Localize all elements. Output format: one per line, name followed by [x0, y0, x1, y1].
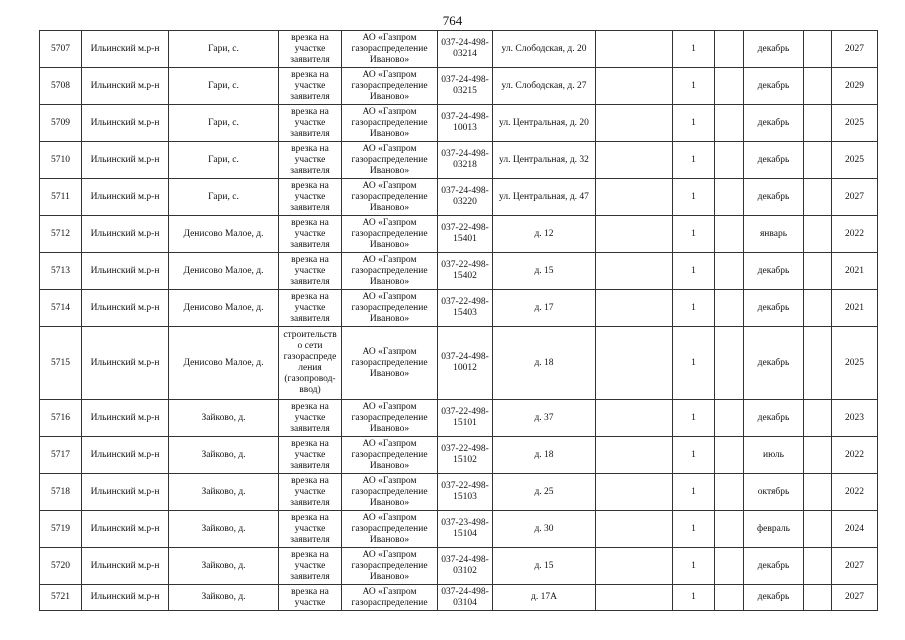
empty-cell: [596, 548, 673, 585]
empty-cell: [804, 474, 832, 511]
empty-cell: [804, 327, 832, 400]
locality-cell: Денисово Малое, д.: [169, 216, 279, 253]
empty-cell: [715, 290, 744, 327]
row-number-cell: 5718: [40, 474, 82, 511]
district-cell: Ильинский м.р-н: [82, 68, 169, 105]
year-cell: 2021: [832, 290, 878, 327]
empty-cell: [804, 142, 832, 179]
row-number-cell: 5711: [40, 179, 82, 216]
empty-cell: [596, 105, 673, 142]
row-number-cell: 5712: [40, 216, 82, 253]
empty-cell: [596, 142, 673, 179]
year-cell: 2029: [832, 68, 878, 105]
row-number-cell: 5707: [40, 31, 82, 68]
month-cell: декабрь: [744, 585, 804, 611]
table-row: [40, 68, 878, 105]
address-cell: д. 18: [493, 437, 596, 474]
empty-cell: [596, 400, 673, 437]
empty-cell: [804, 290, 832, 327]
district-cell: Ильинский м.р-н: [82, 400, 169, 437]
quantity-cell: 1: [673, 585, 715, 611]
work-type-cell: врезка на участке заявителя: [279, 105, 342, 142]
work-type-cell: врезка на участке заявителя: [279, 511, 342, 548]
empty-cell: [596, 68, 673, 105]
address-cell: д. 17: [493, 290, 596, 327]
empty-cell: [715, 253, 744, 290]
address-cell: ул. Центральная, д. 47: [493, 179, 596, 216]
table-row: [40, 474, 878, 511]
work-type-cell: врезка на участке: [279, 585, 342, 611]
empty-cell: [804, 437, 832, 474]
quantity-cell: 1: [673, 474, 715, 511]
locality-cell: Зайково, д.: [169, 511, 279, 548]
year-cell: 2021: [832, 253, 878, 290]
locality-cell: Зайково, д.: [169, 437, 279, 474]
object-code-cell: 037-24-498-03214: [438, 31, 493, 68]
address-cell: ул. Центральная, д. 32: [493, 142, 596, 179]
empty-cell: [715, 548, 744, 585]
registry-rows: [40, 31, 878, 611]
organization-cell: АО «Газпром газораспределение Иваново»: [342, 548, 438, 585]
year-cell: 2022: [832, 474, 878, 511]
month-cell: декабрь: [744, 31, 804, 68]
organization-cell: АО «Газпром газораспределение Иваново»: [342, 216, 438, 253]
row-number-cell: 5713: [40, 253, 82, 290]
empty-cell: [596, 216, 673, 253]
table-row: [40, 511, 878, 548]
organization-cell: АО «Газпром газораспределение Иваново»: [342, 400, 438, 437]
quantity-cell: 1: [673, 548, 715, 585]
table-row: [40, 253, 878, 290]
locality-cell: Денисово Малое, д.: [169, 253, 279, 290]
address-cell: д. 25: [493, 474, 596, 511]
organization-cell: АО «Газпром газораспределение Иваново»: [342, 511, 438, 548]
organization-cell: АО «Газпром газораспределение Иваново»: [342, 474, 438, 511]
empty-cell: [596, 179, 673, 216]
locality-cell: Зайково, д.: [169, 548, 279, 585]
work-type-cell: врезка на участке заявителя: [279, 400, 342, 437]
locality-cell: Зайково, д.: [169, 474, 279, 511]
organization-cell: АО «Газпром газораспределение Иваново»: [342, 105, 438, 142]
work-type-cell: врезка на участке заявителя: [279, 474, 342, 511]
locality-cell: Гари, с.: [169, 105, 279, 142]
locality-cell: Гари, с.: [169, 31, 279, 68]
empty-cell: [715, 216, 744, 253]
organization-cell: АО «Газпром газораспределение Иваново»: [342, 31, 438, 68]
row-number-cell: 5719: [40, 511, 82, 548]
year-cell: 2027: [832, 31, 878, 68]
work-type-cell: врезка на участке заявителя: [279, 68, 342, 105]
empty-cell: [715, 142, 744, 179]
year-cell: 2027: [832, 585, 878, 611]
page-number: 764: [442, 13, 463, 28]
table-row: [40, 31, 878, 68]
empty-cell: [596, 474, 673, 511]
table-row: [40, 179, 878, 216]
empty-cell: [715, 179, 744, 216]
empty-cell: [804, 253, 832, 290]
empty-cell: [596, 585, 673, 611]
object-code-cell: 037-22-498-15101: [438, 400, 493, 437]
quantity-cell: 1: [673, 290, 715, 327]
work-type-cell: строительств о сети газораспреде ления (газопровод-ввод): [279, 327, 342, 400]
table-row: [40, 327, 878, 400]
empty-cell: [715, 31, 744, 68]
object-code-cell: 037-22-498-15102: [438, 437, 493, 474]
object-code-cell: 037-24-498-10013: [438, 105, 493, 142]
district-cell: Ильинский м.р-н: [82, 290, 169, 327]
month-cell: декабрь: [744, 105, 804, 142]
empty-cell: [804, 31, 832, 68]
organization-cell: АО «Газпром газораспределение Иваново»: [342, 253, 438, 290]
work-type-cell: врезка на участке заявителя: [279, 548, 342, 585]
quantity-cell: 1: [673, 142, 715, 179]
district-cell: Ильинский м.р-н: [82, 327, 169, 400]
empty-cell: [804, 400, 832, 437]
table-row: [40, 400, 878, 437]
work-type-cell: врезка на участке заявителя: [279, 179, 342, 216]
address-cell: д. 18: [493, 327, 596, 400]
row-number-cell: 5709: [40, 105, 82, 142]
month-cell: июль: [744, 437, 804, 474]
district-cell: Ильинский м.р-н: [82, 474, 169, 511]
address-cell: д. 15: [493, 548, 596, 585]
district-cell: Ильинский м.р-н: [82, 105, 169, 142]
district-cell: Ильинский м.р-н: [82, 548, 169, 585]
quantity-cell: 1: [673, 437, 715, 474]
empty-cell: [715, 400, 744, 437]
empty-cell: [596, 437, 673, 474]
table-row: [40, 142, 878, 179]
table-row: [40, 105, 878, 142]
month-cell: февраль: [744, 511, 804, 548]
object-code-cell: 037-23-498-15104: [438, 511, 493, 548]
month-cell: декабрь: [744, 142, 804, 179]
quantity-cell: 1: [673, 511, 715, 548]
quantity-cell: 1: [673, 31, 715, 68]
empty-cell: [596, 290, 673, 327]
locality-cell: Гари, с.: [169, 142, 279, 179]
month-cell: октябрь: [744, 474, 804, 511]
object-code-cell: 037-22-498-15401: [438, 216, 493, 253]
row-number-cell: 5717: [40, 437, 82, 474]
quantity-cell: 1: [673, 179, 715, 216]
month-cell: декабрь: [744, 290, 804, 327]
organization-cell: АО «Газпром газораспределение Иваново»: [342, 68, 438, 105]
locality-cell: Зайково, д.: [169, 585, 279, 611]
empty-cell: [804, 548, 832, 585]
empty-cell: [804, 216, 832, 253]
quantity-cell: 1: [673, 105, 715, 142]
address-cell: ул. Центральная, д. 20: [493, 105, 596, 142]
locality-cell: Зайково, д.: [169, 400, 279, 437]
year-cell: 2027: [832, 179, 878, 216]
organization-cell: АО «Газпром газораспределение Иваново»: [342, 179, 438, 216]
object-code-cell: 037-24-498-03218: [438, 142, 493, 179]
quantity-cell: 1: [673, 216, 715, 253]
row-number-cell: 5714: [40, 290, 82, 327]
work-type-cell: врезка на участке заявителя: [279, 290, 342, 327]
object-code-cell: 037-24-498-03215: [438, 68, 493, 105]
object-code-cell: 037-24-498-03104: [438, 585, 493, 611]
year-cell: 2025: [832, 327, 878, 400]
empty-cell: [596, 327, 673, 400]
month-cell: декабрь: [744, 68, 804, 105]
district-cell: Ильинский м.р-н: [82, 142, 169, 179]
quantity-cell: 1: [673, 68, 715, 105]
object-code-cell: 037-24-498-03102: [438, 548, 493, 585]
work-type-cell: врезка на участке заявителя: [279, 31, 342, 68]
row-number-cell: 5721: [40, 585, 82, 611]
district-cell: Ильинский м.р-н: [82, 31, 169, 68]
district-cell: Ильинский м.р-н: [82, 216, 169, 253]
row-number-cell: 5716: [40, 400, 82, 437]
quantity-cell: 1: [673, 327, 715, 400]
empty-cell: [715, 474, 744, 511]
year-cell: 2025: [832, 105, 878, 142]
empty-cell: [596, 253, 673, 290]
empty-cell: [596, 511, 673, 548]
year-cell: 2023: [832, 400, 878, 437]
work-type-cell: врезка на участке заявителя: [279, 216, 342, 253]
locality-cell: Гари, с.: [169, 68, 279, 105]
empty-cell: [715, 68, 744, 105]
row-number-cell: 5710: [40, 142, 82, 179]
district-cell: Ильинский м.р-н: [82, 253, 169, 290]
empty-cell: [804, 511, 832, 548]
year-cell: 2024: [832, 511, 878, 548]
organization-cell: АО «Газпром газораспределение Иваново»: [342, 437, 438, 474]
empty-cell: [804, 179, 832, 216]
object-code-cell: 037-22-498-15103: [438, 474, 493, 511]
month-cell: декабрь: [744, 548, 804, 585]
address-cell: д. 37: [493, 400, 596, 437]
address-cell: ул. Слободская, д. 20: [493, 31, 596, 68]
year-cell: 2025: [832, 142, 878, 179]
month-cell: декабрь: [744, 400, 804, 437]
month-cell: декабрь: [744, 253, 804, 290]
address-cell: ул. Слободская, д. 27: [493, 68, 596, 105]
year-cell: 2022: [832, 216, 878, 253]
object-code-cell: 037-22-498-15403: [438, 290, 493, 327]
object-code-cell: 037-24-498-10012: [438, 327, 493, 400]
table-row: [40, 216, 878, 253]
table-row: [40, 585, 878, 611]
work-type-cell: врезка на участке заявителя: [279, 437, 342, 474]
locality-cell: Денисово Малое, д.: [169, 290, 279, 327]
organization-cell: АО «Газпром газораспределение Иваново»: [342, 290, 438, 327]
quantity-cell: 1: [673, 400, 715, 437]
empty-cell: [715, 327, 744, 400]
locality-cell: Гари, с.: [169, 179, 279, 216]
address-cell: д. 15: [493, 253, 596, 290]
district-cell: Ильинский м.р-н: [82, 585, 169, 611]
object-code-cell: 037-24-498-03220: [438, 179, 493, 216]
row-number-cell: 5715: [40, 327, 82, 400]
empty-cell: [715, 437, 744, 474]
empty-cell: [596, 31, 673, 68]
district-cell: Ильинский м.р-н: [82, 437, 169, 474]
organization-cell: АО «Газпром газораспределение: [342, 585, 438, 611]
address-cell: д. 30: [493, 511, 596, 548]
district-cell: Ильинский м.р-н: [82, 511, 169, 548]
empty-cell: [804, 68, 832, 105]
year-cell: 2027: [832, 548, 878, 585]
month-cell: декабрь: [744, 179, 804, 216]
organization-cell: АО «Газпром газораспределение Иваново»: [342, 327, 438, 400]
work-type-cell: врезка на участке заявителя: [279, 253, 342, 290]
locality-cell: Денисово Малое, д.: [169, 327, 279, 400]
empty-cell: [715, 105, 744, 142]
address-cell: д. 17А: [493, 585, 596, 611]
row-number-cell: 5708: [40, 68, 82, 105]
registry-table: [39, 30, 878, 611]
address-cell: д. 12: [493, 216, 596, 253]
organization-cell: АО «Газпром газораспределение Иваново»: [342, 142, 438, 179]
work-type-cell: врезка на участке заявителя: [279, 142, 342, 179]
object-code-cell: 037-22-498-15402: [438, 253, 493, 290]
row-number-cell: 5720: [40, 548, 82, 585]
month-cell: январь: [744, 216, 804, 253]
empty-cell: [804, 105, 832, 142]
table-row: [40, 437, 878, 474]
quantity-cell: 1: [673, 253, 715, 290]
year-cell: 2022: [832, 437, 878, 474]
table-row: [40, 548, 878, 585]
empty-cell: [804, 585, 832, 611]
empty-cell: [715, 511, 744, 548]
table-row: [40, 290, 878, 327]
empty-cell: [715, 585, 744, 611]
district-cell: Ильинский м.р-н: [82, 179, 169, 216]
month-cell: декабрь: [744, 327, 804, 400]
